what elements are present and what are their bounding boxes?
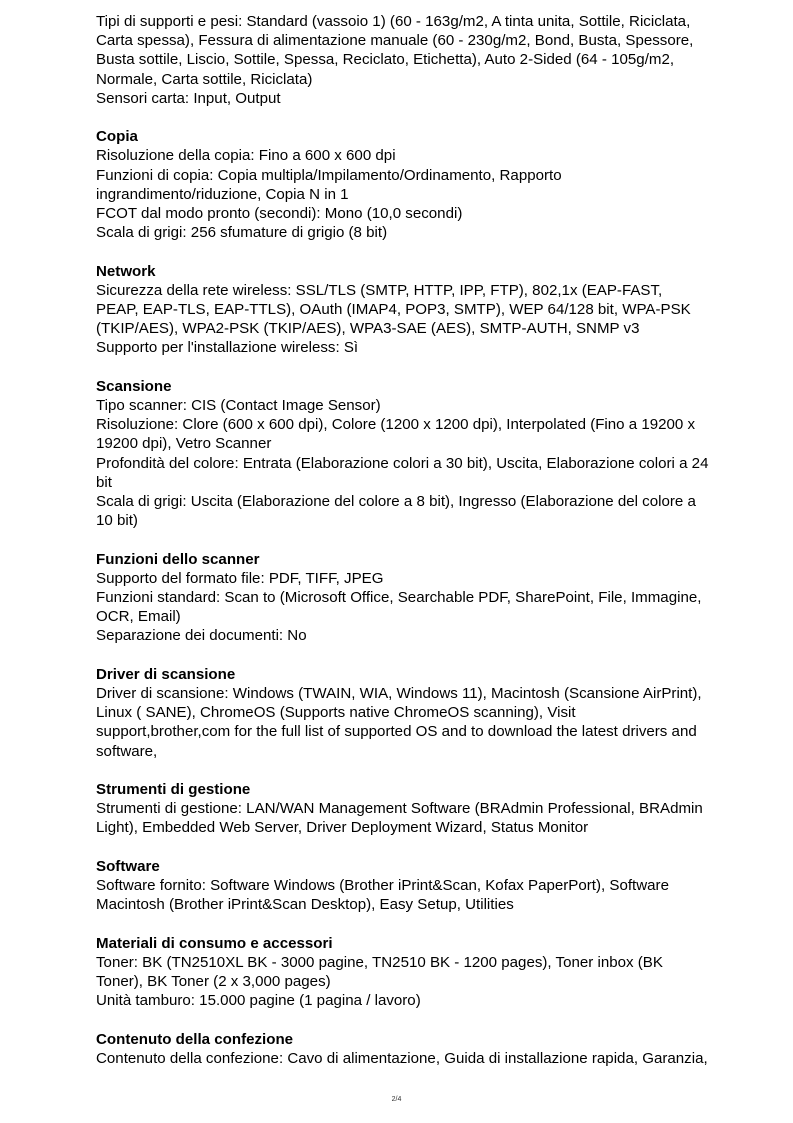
text-line: FCOT dal modo pronto (secondi): Mono (10,0 secondi): [96, 205, 463, 223]
text-line: Toner), BK Toner (2 x 3,000 pages): [96, 973, 331, 991]
text-line: Risoluzione: Clore (600 x 600 dpi), Colore (1200 x 1200 dpi), Interpolated (Fino a 19200 x: [96, 416, 696, 434]
text-line: support,brother,com for the full list of supported OS and to download the latest drivers and: [96, 723, 697, 741]
intro-block: [96, 12, 756, 108]
text-line: Driver di scansione: Windows (TWAIN, WIA, Windows 11), Macintosh (Scansione AirPrint),: [96, 685, 702, 703]
section-heading: Driver di scansione: [96, 665, 236, 683]
section-materiali-consumo: [96, 934, 756, 1011]
text-line: Separazione dei documenti: No: [96, 627, 307, 645]
section-heading: Scansione: [96, 377, 172, 395]
text-line: ingrandimento/riduzione, Copia N in 1: [96, 185, 349, 203]
section-heading: Funzioni dello scanner: [96, 550, 260, 568]
section-funzioni-scanner: [96, 550, 756, 646]
text-line: Risoluzione della copia: Fino a 600 x 600 dpi: [96, 147, 396, 165]
text-line: Funzioni standard: Scan to (Microsoft Office, Searchable PDF, SharePoint, File, Immagine,: [96, 589, 702, 607]
document-body: [96, 12, 756, 1068]
text-line: Normale, Carta sottile, Riciclata): [96, 70, 313, 88]
section-heading: Contenuto della confezione: [96, 1030, 294, 1048]
text-line: Profondità del colore: Entrata (Elaborazione colori a 30 bit), Uscita, Elaborazione colori a 24: [96, 454, 709, 472]
text-line: bit: [96, 473, 112, 491]
text-line: Contenuto della confezione: Cavo di alimentazione, Guida di installazione rapida, Garanzia,: [96, 1049, 708, 1067]
section-heading: Network: [96, 262, 156, 280]
section-heading: Strumenti di gestione: [96, 781, 251, 799]
text-line: PEAP, EAP-TLS, EAP-TTLS), OAuth (IMAP4, POP3, SMTP), WEP 64/128 bit, WPA-PSK: [96, 301, 691, 319]
section-software: [96, 857, 756, 915]
text-line: 19200 dpi), Vetro Scanner: [96, 435, 272, 453]
section-heading: Materiali di consumo e accessori: [96, 934, 333, 952]
text-line: 10 bit): [96, 512, 138, 530]
text-line: Busta sottile, Liscio, Sottile, Spessa, Reciclato, Etichetta), Auto 2-Sided (64 - 105g/m2,: [96, 51, 675, 69]
text-line: Strumenti di gestione: LAN/WAN Management Software (BRAdmin Professional, BRAdmin: [96, 800, 703, 818]
page-number: 2/4: [391, 1096, 402, 1103]
text-line: Supporto per l'installazione wireless: Sì: [96, 339, 359, 357]
text-line: Linux ( SANE), ChromeOS (Supports native ChromeOS scanning), Visit: [96, 704, 576, 722]
section-driver-scansione: [96, 665, 756, 761]
text-line: Sensori carta: Input, Output: [96, 89, 281, 107]
section-strumenti-gestione: [96, 780, 756, 838]
text-line: Funzioni di copia: Copia multipla/Impilamento/Ordinamento, Rapporto: [96, 166, 562, 184]
text-line: Carta spessa), Fessura di alimentazione manuale (60 - 230g/m2, Bond, Busta, Spessore,: [96, 32, 694, 50]
text-line: Software fornito: Software Windows (Brother iPrint&Scan, Kofax PaperPort), Software: [96, 877, 669, 895]
text-line: Toner: BK (TN2510XL BK - 3000 pagine, TN2510 BK - 1200 pages), Toner inbox (BK: [96, 953, 663, 971]
text-line: Scala di grigi: 256 sfumature di grigio (8 bit): [96, 224, 388, 242]
section-network: [96, 262, 756, 358]
text-line: software,: [96, 742, 158, 760]
text-line: OCR, Email): [96, 608, 181, 626]
text-line: Light), Embedded Web Server, Driver Deployment Wizard, Status Monitor: [96, 819, 589, 837]
text-line: Sicurezza della rete wireless: SSL/TLS (SMTP, HTTP, IPP, FTP), 802,1x (EAP-FAST,: [96, 281, 663, 299]
text-line: (TKIP/AES), WPA2-PSK (TKIP/AES), WPA3-SAE (AES), SMTP-AUTH, SNMP v3: [96, 320, 640, 338]
section-contenuto-confezione: [96, 1030, 756, 1068]
text-line: Macintosh (Brother iPrint&Scan Desktop), Easy Setup, Utilities: [96, 896, 514, 914]
section-heading: Software: [96, 857, 160, 875]
section-heading: Copia: [96, 128, 138, 146]
section-scansione: [96, 377, 756, 531]
text-line: Tipi di supporti e pesi: Standard (vassoio 1) (60 - 163g/m2, A tinta unita, Sottile, Riciclata,: [96, 13, 691, 30]
text-line: Tipo scanner: CIS (Contact Image Sensor): [96, 397, 381, 415]
text-line: Supporto del formato file: PDF, TIFF, JPEG: [96, 569, 384, 587]
section-copia: [96, 127, 756, 242]
text-line: Scala di grigi: Uscita (Elaborazione del colore a 8 bit), Ingresso (Elaborazione del colore a: [96, 493, 696, 511]
text-line: Unità tamburo: 15.000 pagine (1 pagina / lavoro): [96, 992, 421, 1010]
